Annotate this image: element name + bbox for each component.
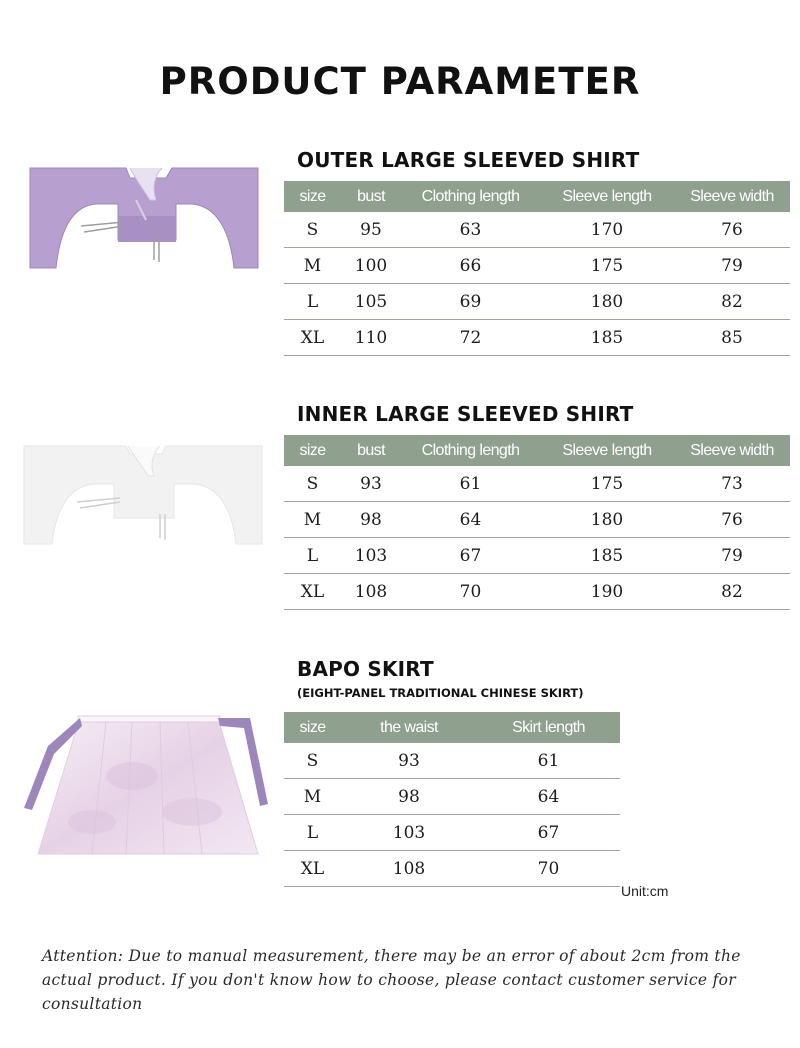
table-row — [284, 502, 790, 538]
table-cell: 103 — [341, 538, 401, 574]
table-cell: 82 — [674, 574, 790, 610]
table-header-row — [284, 181, 790, 212]
column-header: Sleeve width — [674, 435, 790, 466]
table-cell: 70 — [477, 851, 620, 887]
column-header: Skirt length — [477, 712, 620, 743]
table-cell: 98 — [341, 502, 401, 538]
table-cell: 61 — [401, 466, 540, 502]
table-cell: S — [284, 743, 341, 779]
column-header: bust — [341, 181, 401, 212]
table-cell: 108 — [341, 851, 477, 887]
table-cell: L — [284, 815, 341, 851]
table-cell: 85 — [674, 320, 790, 356]
table-cell: 66 — [401, 248, 540, 284]
table-row — [284, 466, 790, 502]
table-cell: 73 — [674, 466, 790, 502]
column-header: the waist — [341, 712, 477, 743]
table-cell: XL — [284, 851, 341, 887]
column-header: size — [284, 712, 341, 743]
outer-size-table — [284, 181, 790, 356]
outer-shirt-image — [26, 160, 262, 272]
table-cell: M — [284, 248, 341, 284]
column-header: Sleeve length — [540, 435, 674, 466]
table-cell: L — [284, 284, 341, 320]
table-cell: 185 — [540, 538, 674, 574]
column-header: Clothing length — [401, 435, 540, 466]
table-cell: 105 — [341, 284, 401, 320]
attention-note: Attention: Due to manual measurement, there may be an error of about 2cm from the actual product. If you don't know how to choose, please contact customer service for consultation — [42, 947, 741, 1013]
table-cell: M — [284, 502, 341, 538]
table-cell: S — [284, 212, 341, 248]
table-row — [284, 248, 790, 284]
table-cell: 64 — [401, 502, 540, 538]
column-header: size — [284, 435, 341, 466]
table-row — [284, 212, 790, 248]
table-cell: 76 — [674, 502, 790, 538]
table-cell: 76 — [674, 212, 790, 248]
table-cell: S — [284, 466, 341, 502]
table-row — [284, 574, 790, 610]
table-cell: 185 — [540, 320, 674, 356]
table-row — [284, 851, 620, 887]
skirt-section-title: BAPO SKIRT — [297, 657, 434, 681]
skirt-size-table — [284, 712, 620, 887]
table-cell: XL — [284, 320, 341, 356]
table-cell: 93 — [341, 743, 477, 779]
table-cell: 110 — [341, 320, 401, 356]
table-cell: 64 — [477, 779, 620, 815]
table-cell: 100 — [341, 248, 401, 284]
column-header: size — [284, 181, 341, 212]
table-cell: 79 — [674, 538, 790, 574]
table-cell: XL — [284, 574, 341, 610]
table-row — [284, 743, 620, 779]
table-cell: 190 — [540, 574, 674, 610]
table-header-row — [284, 435, 790, 466]
table-cell: 175 — [540, 466, 674, 502]
table-cell: 103 — [341, 815, 477, 851]
table-cell: M — [284, 779, 341, 815]
inner-shirt-image — [22, 440, 264, 548]
table-cell: 98 — [341, 779, 477, 815]
table-cell: 175 — [540, 248, 674, 284]
table-cell: 108 — [341, 574, 401, 610]
table-cell: 69 — [401, 284, 540, 320]
table-cell: 61 — [477, 743, 620, 779]
table-row — [284, 320, 790, 356]
column-header: Sleeve width — [674, 181, 790, 212]
skirt-image — [22, 712, 274, 862]
table-cell: 93 — [341, 466, 401, 502]
table-cell: 170 — [540, 212, 674, 248]
table-cell: 180 — [540, 284, 674, 320]
table-cell: 82 — [674, 284, 790, 320]
table-header-row — [284, 712, 620, 743]
table-cell: 79 — [674, 248, 790, 284]
table-cell: 63 — [401, 212, 540, 248]
column-header: Sleeve length — [540, 181, 674, 212]
inner-size-table — [284, 435, 790, 610]
table-row — [284, 284, 790, 320]
table-cell: 70 — [401, 574, 540, 610]
unit-label: Unit:cm — [621, 883, 669, 899]
column-header: bust — [341, 435, 401, 466]
table-cell: 67 — [401, 538, 540, 574]
outer-section-title: OUTER LARGE SLEEVED SHIRT — [297, 148, 640, 172]
table-cell: 95 — [341, 212, 401, 248]
table-cell: 180 — [540, 502, 674, 538]
skirt-section-subtitle: (EIGHT-PANEL TRADITIONAL CHINESE SKIRT) — [297, 686, 584, 700]
inner-section-title: INNER LARGE SLEEVED SHIRT — [297, 402, 634, 426]
table-cell: L — [284, 538, 341, 574]
table-cell: 72 — [401, 320, 540, 356]
table-row — [284, 815, 620, 851]
table-cell: 67 — [477, 815, 620, 851]
column-header: Clothing length — [401, 181, 540, 212]
table-row — [284, 538, 790, 574]
page-title: PRODUCT PARAMETER — [159, 60, 641, 103]
table-row — [284, 779, 620, 815]
